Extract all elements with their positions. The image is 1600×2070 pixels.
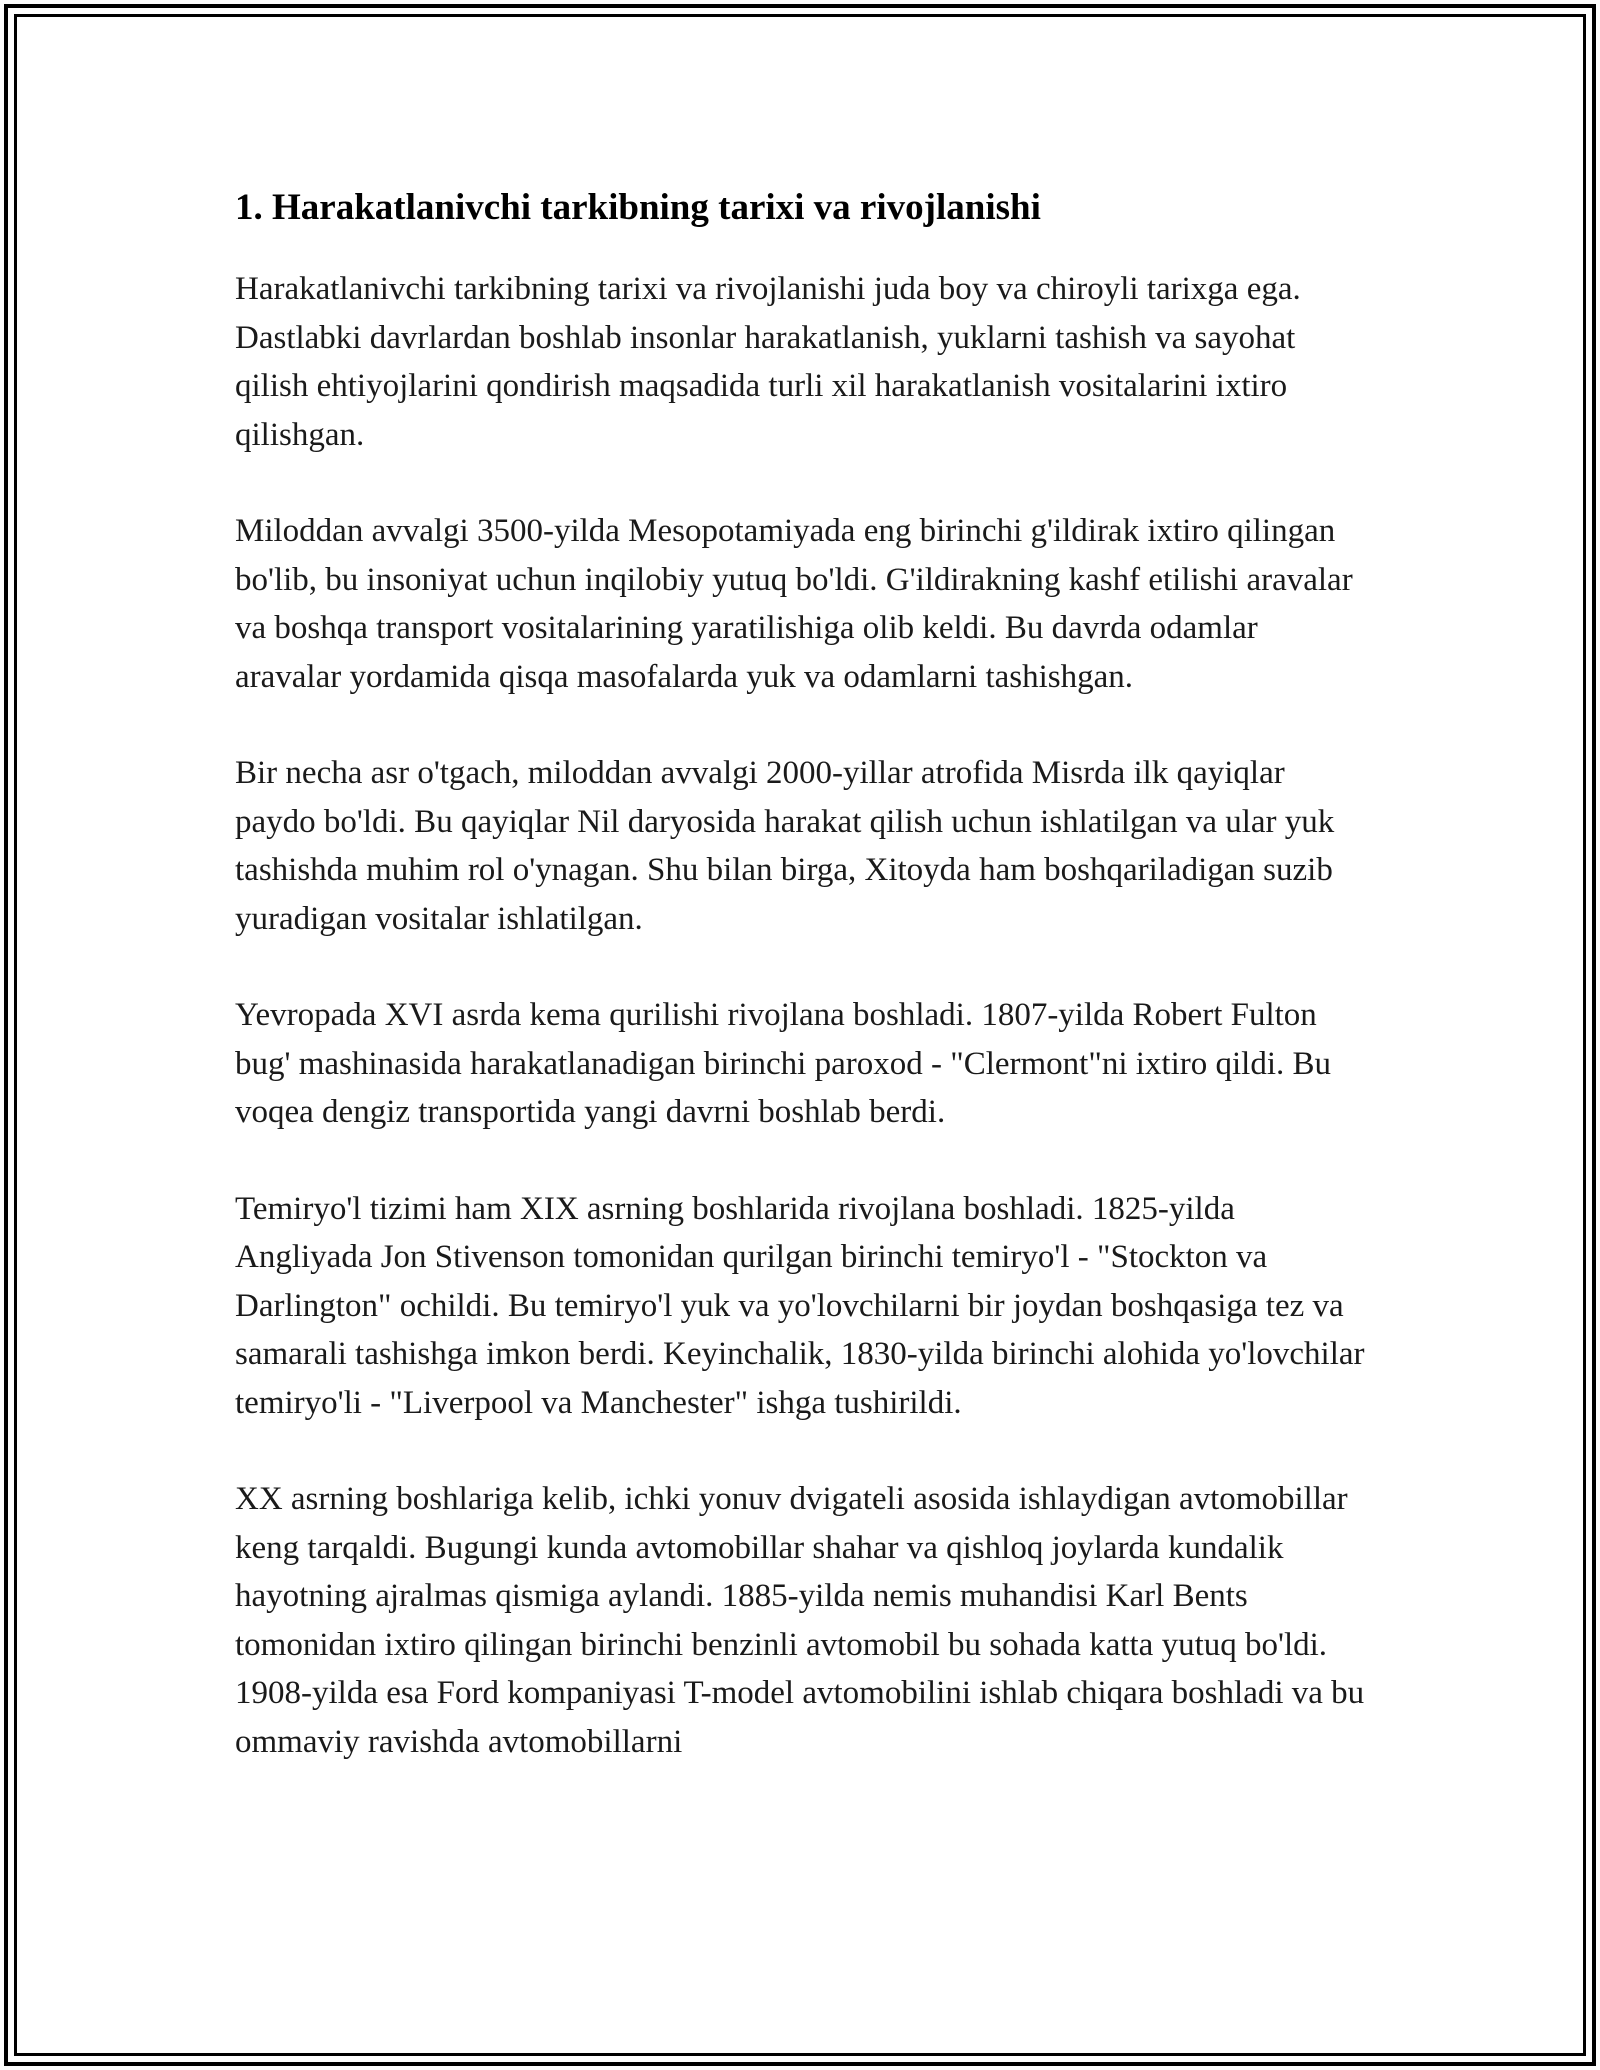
section-heading: 1. Harakatlanivchi tarkibning tarixi va rivojlanishi [235,187,1041,228]
paragraph-railway: Temiryo'l tizimi ham XIX asrning boshlarida rivojlana boshladi. 1825-yilda Angliyada Jon Stivenson tomonidan qurilgan birinchi temiryo'l - "Stockton va Darlington" ochildi. Bu temiryo'l yuk va yo'lovchilarni bir joydan boshqasiga tez va samarali tashishga imkon berdi. Keyinchalik, 1830-yilda birinchi alohida yo'lovchilar temiryo'li - "Liverpool va Manchester" ishga tushirildi. [235,1190,1365,1421]
paragraph-boats: Bir necha asr o'tgach, miloddan avvalgi 2000-yillar atrofida Misrda ilk qayiqlar paydo bo'ldi. Bu qayiqlar Nil daryosida harakat qilish uchun ishlatilgan va ular yuk tashishda muhim rol o'ynagan. Shu bilan birga, Xitoyda ham boshqariladigan suzib yuradigan vositalar ishlatilgan. [235,755,1335,937]
paragraph-steamship: Yevropada XVI asrda kema qurilishi rivojlana boshladi. 1807-yilda Robert Fulton bug' mashinasida harakatlanadigan birinchi paroxod - "Clermont"ni ixtiro qildi. Bu voqea dengiz transportida yangi davrni boshlab berdi. [235,997,1331,1130]
paragraph-wheel: Miloddan avvalgi 3500-yilda Mesopotamiyada eng birinchi g'ildirak ixtiro qilingan bo'lib, bu insoniyat uchun inqilobiy yutuq bo'ldi. G'ildirakning kashf etilishi aravalar va boshqa transport vositalarining yaratilishiga olib keldi. Bu davrda odamlar aravalar yordamida qisqa masofalarda yuk va odamlarni tashishgan. [235,513,1353,695]
document-body [235,185,1370,1814]
paragraph-automobile: XX asrning boshlariga kelib, ichki yonuv dvigateli asosida ishlaydigan avtomobillar keng tarqaldi. Bugungi kunda avtomobillar shahar va qishloq joylarda kundalik hayotning ajralmas qismiga aylandi. 1885-yilda nemis muhandisi Karl Bents tomonidan ixtiro qilingan birinchi benzinli avtomobil bu sohada katta yutuq bo'ldi. 1908-yilda esa Ford kompaniyasi T-model avtomobilini ishlab chiqara boshladi va bu ommaviy ravishda avtomobillarni [235,1481,1365,1760]
paragraph-intro: Harakatlanivchi tarkibning tarixi va rivojlanishi juda boy va chiroyli tarixga ega. Dastlabki davrlardan boshlab insonlar harakatlanish, yuklarni tashish va sayohat qilish ehtiyojlarini qondirish maqsadida turli xil harakatlanish vositalarini ixtiro qilishgan. [235,271,1301,453]
